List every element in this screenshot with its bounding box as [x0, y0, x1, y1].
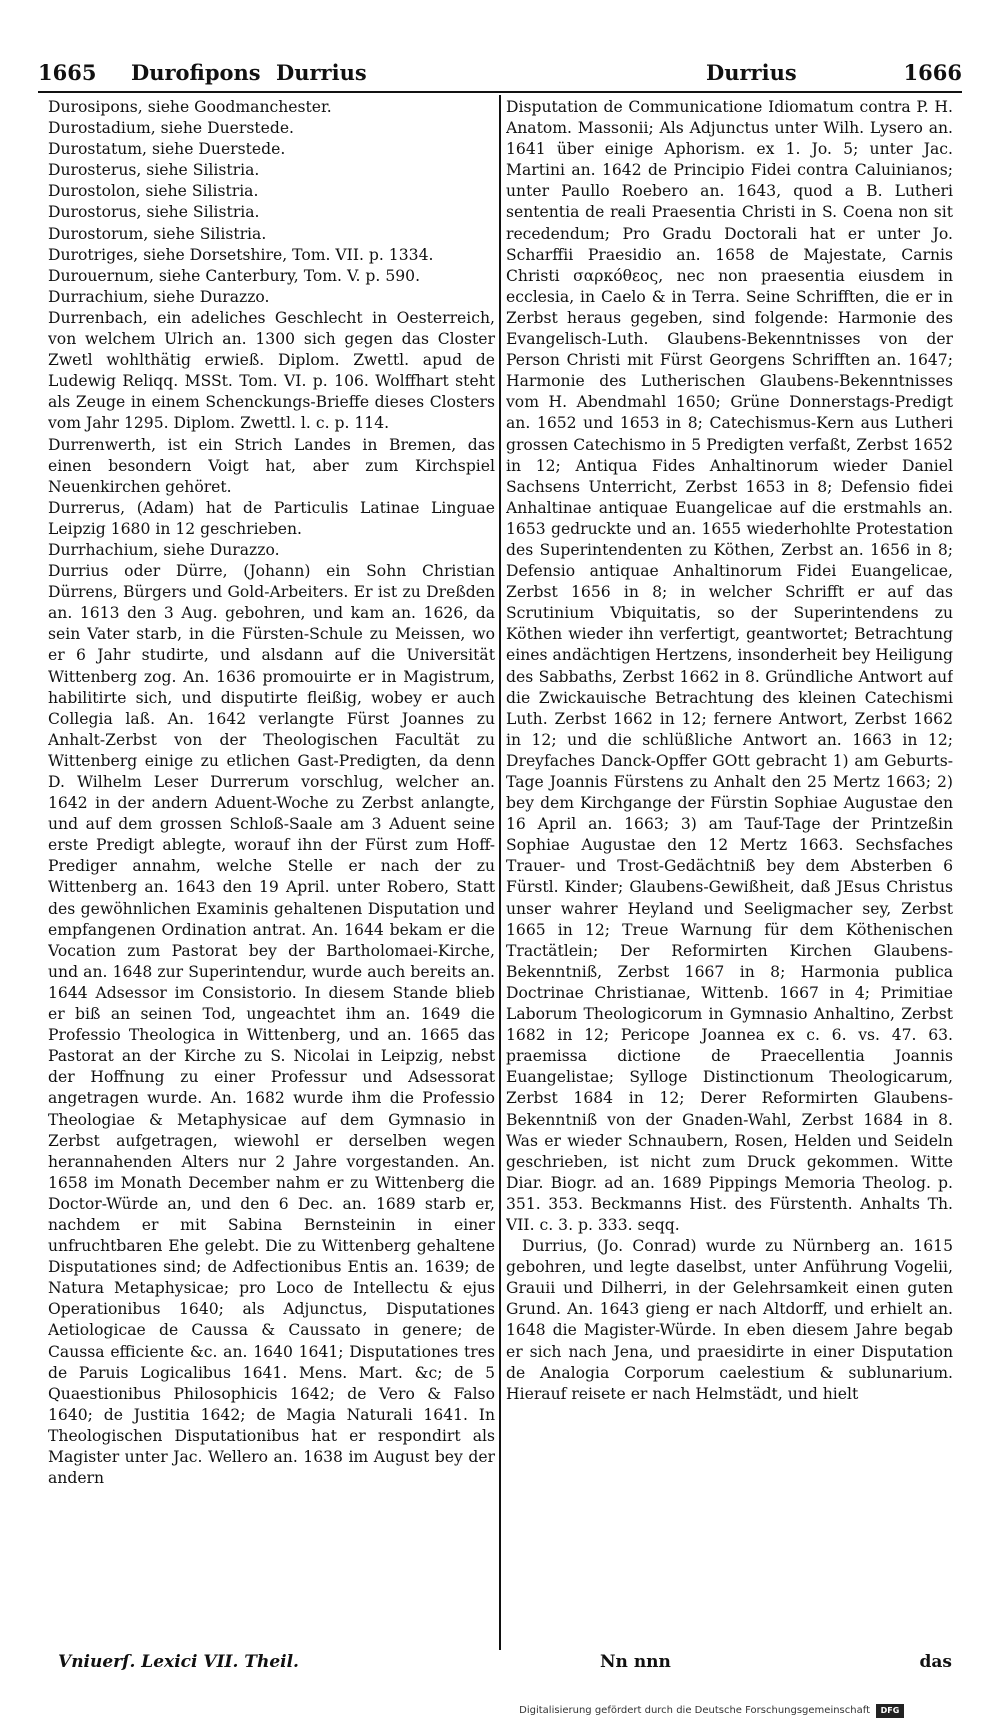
entry: Durostatum, siehe Duerstede. — [48, 140, 286, 159]
entry: Durostolon, siehe Silistria. — [48, 182, 259, 201]
entry: Durostorus, siehe Silistria. — [48, 203, 260, 222]
header-catchword-1: Durofipons — [131, 60, 261, 85]
entry: Durostorum, siehe Silistria. — [48, 224, 267, 243]
column-number-left: 1665 — [38, 60, 97, 85]
header-catchword-2: Durrius — [276, 60, 367, 85]
dfg-logo-icon: DFG — [876, 1704, 904, 1718]
entry: Durrachium, siehe Durazzo. — [48, 287, 270, 306]
entry: Durrhachium, siehe Durazzo. — [48, 540, 280, 559]
right-column — [506, 97, 953, 1645]
entry: Durosterus, siehe Silistria. — [48, 161, 260, 180]
header-rule — [38, 91, 962, 93]
entry: Durrius oder Dürre, (Johann) ein Sohn Christian Dürrens, Bürgers und Gold-Arbeiters. Er ist zu Dreßden an. 1613 den 3 Aug. gebohren, und kam an. 1626, da sein Vater starb, in die Fürsten-Schule zu Meissen, wo er 6 Jahr studirte, und alsdann auf die Universität Wittenberg zog. An. 1636 promouirte er in Magistrum, habilitirte sich, und disputirte fleißig, wobey er auch Collegia laß. An. 1642 verlangte Fürst Joannes zu Anhalt-Zerbst von der Theologischen Facultät zu Wittenberg einige zu etlichen Gast-Predigten, da denn D. Wilhelm Leser Durrerum vorschlug, welcher an. 1642 in der andern Aduent-Woche zu Zerbst anlangte, und auf dem grossen Schloß-Saale am 3 Aduent seine erste Predigt ablegte, worauf ihn der Fürst zum Hoff-Prediger annahm, welche Stelle er nach der zu Wittenberg an. 1643 den 19 April. unter Robero, Statt des gewöhnlichen Examinis gehaltenen Disputation und empfangenen Ordination antrat. An. 1644 bekam er die Vocation zum Pastorat bey der Bartholomaei-Kirche, und an. 1648 zur Superintendur, wurde auch bereits an. 1644 Adsessor im Consistorio. In diesem Stande blieb er biß an seinen Tod, ungeachtet ihm an. 1649 die Professio Theologica in Wittenberg, und an. 1665 das Pastorat an der Kirche zu S. Nicolai in Leipzig, nebst der Hoffnung zu einer Professur und Adsessorat angetragen wurde. An. 1682 wurde ihm die Professio Theologiae & Metaphysicae auf dem Gymnasio in Zerbst aufgetragen, wiewohl er derselben wegen herannahenden Alters nur 2 Jahre vorgestanden. An. 1658 im Monath December nahm er zu Wittenberg die Doctor-Würde an, und den 6 Dec. an. 1689 starb er, nachdem er mit Sabina Bernsteinin in einer unfruchtbaren Ehe gelebt. Die zu Wittenberg gehaltene Disputationes sind; de Adfectionibus Entis an. 1639; de Natura Metaphysicae; pro Loco de Intellectu & ejus Operationibus 1640; als Adjunctus, Disputationes Aetiologicae de Caussa & Caussato in genere; de Caussa efficiente &c. an. 1640 1641; Disputationes tres de Paruis Logicalibus 1641. Mens. Mart. &c; de 5 Quaestionibus Philosophicis 1642; de Vero & Falso 1640; de Justitia 1642; de Magia Naturali 1641. In Theologischen Disputationibus hat er respondirt als Magister unter Jac. Wellero an. 1638 im August bey der andern — [48, 562, 495, 1488]
column-divider — [499, 95, 501, 1650]
entry: Durotriges, siehe Dorsetshire, Tom. VII. p. 1334. — [48, 245, 434, 264]
signature-line: Vniuerſ. Lexici VII. Theil. — [58, 1652, 299, 1672]
entry: Durrenwerth, ist ein Strich Landes in Bremen, das einen besondern Voigt hat, aber zum Kirchspiel Neuenkirchen gehöret. — [48, 435, 495, 496]
digitization-credit: Digitalisierung gefördert durch die Deutsche Forschungsgemeinschaft — [519, 1705, 870, 1716]
entry: Durrenbach, ein adeliches Geschlecht in Oesterreich, von welchem Ulrich an. 1300 sich gegen das Closter Zwetl wohlthätig erwieß. Diplom. Zwettl. apud de Ludewig Reliqq. MSSt. Tom. VI. p. 106. Wolffhart steht als Zeuge in einem Schenckungs-Brieffe dieses Closters vom Jahr 1295. Diplom. Zwettl. l. c. p. 114. — [48, 308, 495, 433]
entry: Durrerus, (Adam) hat de Particulis Latinae Linguae Leipzig 1680 in 12 geschrieben. — [48, 498, 495, 538]
catchword: das — [919, 1652, 952, 1672]
entry: Durosipons, siehe Goodmanchester. — [48, 98, 332, 116]
entry: Disputation de Communicatione Idiomatum contra P. H. Anatom. Massonii; Als Adjunctus unter Wilh. Lysero an. 1641 über einige Aphorism. ex 1. Jo. 5; unter Jac. Martini an. 1642 de Principio Fidei contra Caluinianos; unter Paullo Roebero an. 1643, quod a B. Lutheri sententia de reali Praesentia Christi in S. Coena non sit recedendum; Pro Gradu Doctorali hat er unter Jo. Scharffii Praesidio an. 1658 de Majestate, Carnis Christi σαρκόθεος, nec non praesentia eiusdem in ecclesia, in Caelo & in Terra. Seine Schrifften, die er in Zerbst heraus gegeben, sind folgende: Harmonie des Evangelisch-Luth. Glaubens-Bekenntnisses von der Person Christi mit Fürst Georgens Schrifften an. 1647; Harmonie des Lutherischen Glaubens-Bekenntnisses vom H. Abendmahl 1650; Grüne Donnerstags-Predigt an. 1652 und 1653 in 8; Catechismus-Kern aus Lutheri grossen Catechismo in 5 Predigten verfaßt, Zerbst 1652 in 12; Antiqua Fides Anhaltinorum wieder Daniel Sachsens Unterricht, Zerbst 1653 in 8; Defensio fidei Anhaltinae antiquae Euangelicae auf die erstmahls an. 1653 gedruckte und an. 1655 wiederhohlte Protestation des Superintendenten zu Köthen, Zerbst an. 1656 in 8; Defensio antiquae Anhaltinorum Fidei Euangelicae, Zerbst 1656 in 8; in welcher Schrifft er auf das Scrutinium Vbiquitatis, so der Superintendens zu Köthen wieder ihn verfertigt, geantwortet; Betrachtung eines andächtigen Hertzens, insonderheit bey Heiligung des Sabbaths, Zerbst 1662 in 8. Gründliche Antwort auf die Zwickauische Betrachtung des kleinen Catechismi Luth. Zerbst 1662 in 12; fernere Antwort, Zerbst 1662 in 12; und die schlüßliche Antwort an. 1663 in 12; Dreyfaches Danck-Opffer GOtt gebracht 1) am Geburts-Tage Joannis Fürstens zu Anhalt den 25 Mertz 1663; 2) bey dem Kirchgange der Fürstin Sophiae Augustae den 16 April an. 1663; 3) am Tauf-Tage der Printzeßin Sophiae Augustae den 12 Mertz 1663. Sechsfaches Trauer- und Trost-Gedächtniß bey dem Absterben 6 Fürstl. Kinder; Glaubens-Gewißheit, daß JEsus Christus unser wahrer Heyland und Seeligmacher sey, Zerbst 1665 in 12; Treue Warnung für dem Köthenischen Tractätlein; Der Reformirten Kirchen Glaubens-Bekenntniß, Zerbst 1667 in 8; Harmonia publica Doctrinae Christianae, Wittenb. 1667 in 4; Primitiae Laborum Theologicorum in Gymnasio Anhaltino, Zerbst 1682 in 12; Pericope Joannea ex c. 6. vs. 47. 63. praemissa dictione de Praecellentia Joannis Euangelistae; Sylloge Distinctionum Theologicarum, Zerbst 1684 in 12; Derer Reformirten Glaubens-Bekenntniß von der Gnaden-Wahl, Zerbst 1684 in 8. Was er wieder Schnaubern, Rosen, Helden und Seideln geschrieben, ist nicht zum Druck gekommen. Witte Diar. Biogr. ad an. 1689 Pippings Memoria Theolog. p. 351. 353. Beckmanns Hist. des Fürstenth. Anhalts Th. VII. c. 3. p. 333. seqq. — [506, 98, 953, 1234]
running-header — [38, 60, 962, 90]
entry: Durostadium, siehe Duerstede. — [48, 119, 295, 138]
header-catchword-3: Durrius — [706, 60, 797, 85]
column-number-right: 1666 — [903, 60, 962, 85]
entry: Durrius, (Jo. Conrad) wurde zu Nürnberg an. 1615 gebohren, und legte daselbst, unter Anführung Vogelii, Grauii und Dilherri, in der Gelehrsamkeit einen guten Grund. An. 1643 gieng er nach Altdorff, und erhielt an. 1648 die Magister-Würde. In eben diesem Jahre begab er sich nach Jena, und praesidirte in einer Disputation de Analogia Corporum caelestium & sublunarium. Hierauf reisete er nach Helmstädt, und hielt — [506, 1237, 953, 1403]
sheet-signature: Nn nnn — [600, 1652, 671, 1672]
entry: Durouernum, siehe Canterbury, Tom. V. p. 590. — [48, 266, 421, 285]
left-column — [48, 97, 495, 1645]
